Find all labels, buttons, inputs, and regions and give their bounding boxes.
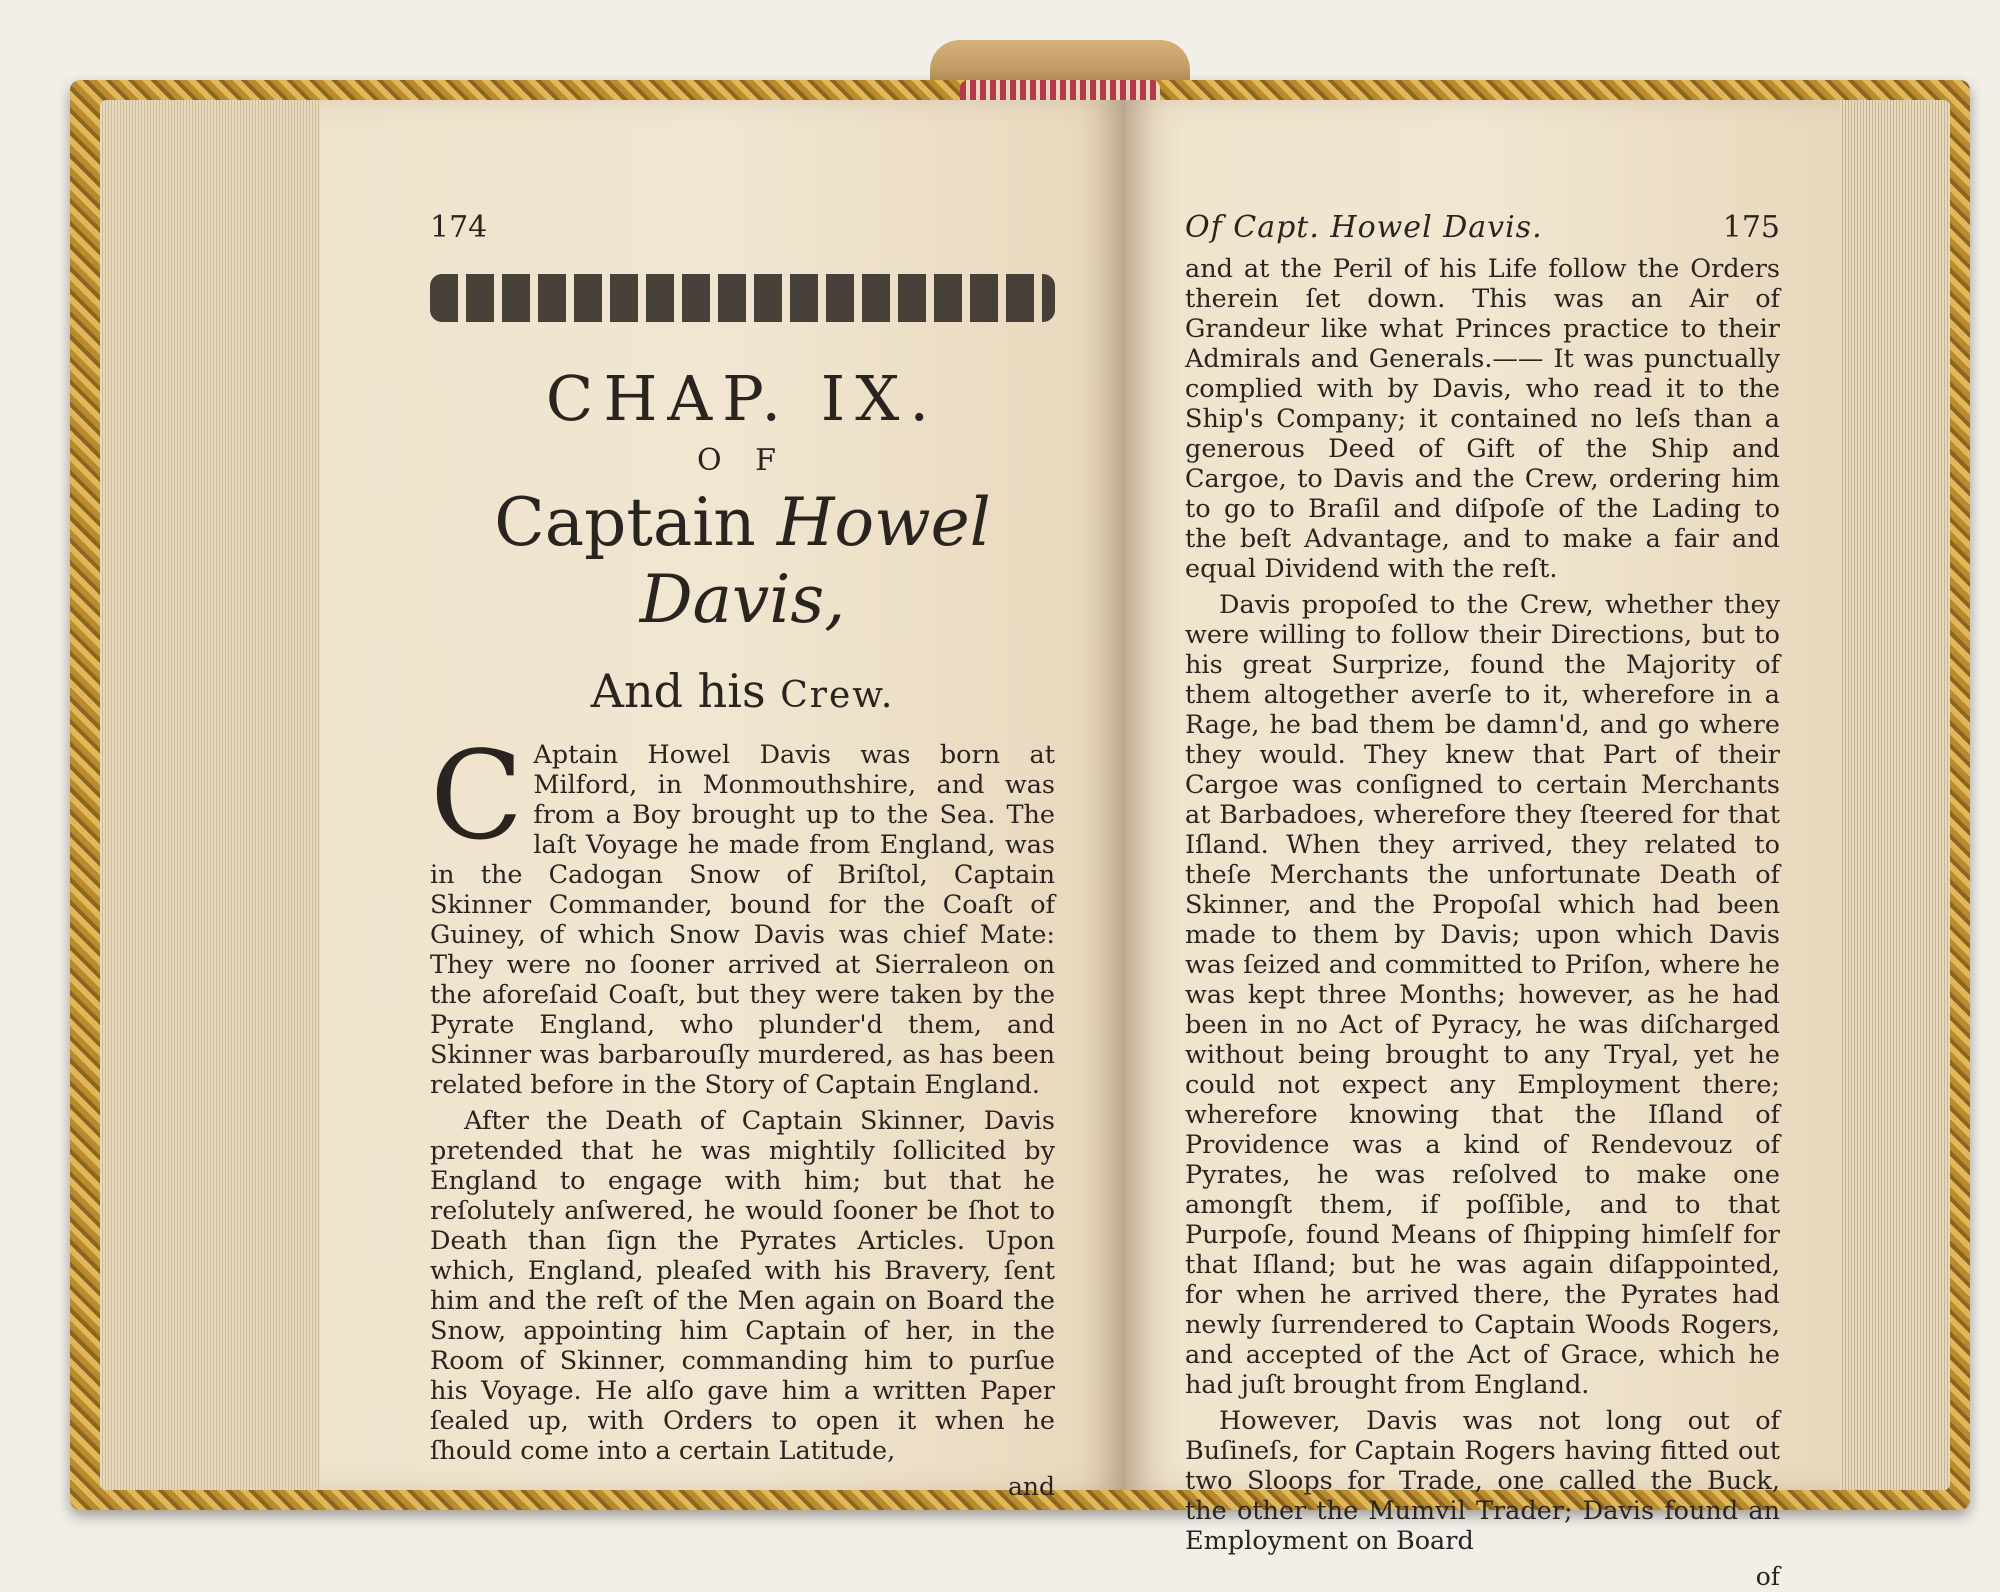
right-paragraph-3: However, Davis was not long out of Buſineſs, for Captain Rogers having fitted out two Sloops for Trade, one called the Buck, the other the Mumvil Trader; Davis found an Employment on Board (1185, 1406, 1780, 1556)
left-paragraph-1 (430, 725, 1055, 1100)
subtitle-heading (430, 664, 1055, 718)
title-prefix: Captain (494, 484, 756, 561)
right-running-head (1185, 210, 1780, 250)
right-paragraph-1: and at the Peril of his Life follow the Orders therein ſet down. This was an Air of Grandeur like what Princes practice to their Admirals and Generals.—— It was punctually complied with by Davis, who read it to the Ship's Company; it contained no leſs than a generous Deed of Gift of the Ship and Cargoe, to Davis and the Crew, ordering him to go to Braſil and diſpoſe of the Lading to the beſt Advantage, and to make a fair and equal Dividend with the reſt. (1185, 254, 1780, 584)
left-catchword: and (1007, 1472, 1055, 1501)
running-title: Of Capt. Howel Davis. (1185, 210, 1543, 245)
left-running-head (430, 210, 1085, 250)
of-line: O F (697, 443, 788, 478)
right-catchword: of (1755, 1562, 1780, 1591)
left-paragraph-1-text: Aptain Howel Davis was born at Milford, in Monmouthshire, and was from a Boy brought up to the Sea. The laſt Voyage he made from England, was in the Cadogan Snow of Briſtol, Captain Skinner Commander, bound for the Coaſt of Guiney, of which Snow Davis was chief Mate: They were no ſooner arrived at Sierraleon on the aforeſaid Coaſt, but they were taken by the Pyrate England, who plunder'd them, and Skinner was barbarouſly murdered, as has been related before in the Story of Captain England. (430, 740, 1055, 1100)
ornament-band (430, 274, 1055, 322)
open-book (70, 40, 1970, 1591)
left-body-text (430, 725, 1055, 1502)
right-page-number: 175 (1722, 210, 1780, 245)
right-body-text (1185, 254, 1780, 1592)
right-paragraph-2: Davis propoſed to the Crew, whether they were willing to follow their Directions, but to his great Surprize, found the Majority of them altogether averſe to it, wherefore in a Rage, he bad them be damn'd, and go where they would. They knew that Part of their Cargoe was conſigned to certain Merchants at Barbadoes, wherefore they ſteered for that Iſland. When they arrived, they related to theſe Merchants the unfortunate Death of Skinner, and the Propoſal which had been made to them by Davis; upon which Davis was ſeized and committed to Priſon, where he was kept three Months; however, as he had been in no Act of Pyracy, he was diſcharged without being brought to any Tryal, yet he could not expect any Employment there; wherefore knowing that the Iſland of Providence was a kind of Rendevouz of Pyrates, he was reſolved to make one amongſt them, if poſſible, and to that Purpoſe, found Means of ſhipping himſelf for that Iſland; but he was again diſappointed, for when he arrived there, the Pyrates had newly ſurrendered to Captain Woods Rogers, and accepted of the Act of Grace, which he had juſt brought from England. (1185, 590, 1780, 1400)
title-name: Howel Davis, (639, 484, 991, 638)
subtitle-crew: Crew. (780, 675, 895, 716)
page-edges-right (1840, 100, 1950, 1490)
drop-cap: C (430, 725, 524, 867)
chapter-heading: CHAP. IX. (545, 362, 940, 435)
title-heading (430, 484, 1055, 638)
page-edges-left (100, 100, 330, 1490)
left-paragraph-2: After the Death of Captain Skinner, Davis pretended that he was mightily ſollicited by England to engage with him; but that he reſolutely anſwered, he would ſooner be ſhot to Death than ſign the Pyrates Articles. Upon which, England, pleaſed with his Bravery, ſent him and the reſt of the Men again on Board the Snow, appointing him Captain of her, in the Room of Skinner, commanding him to purſue his Voyage. He alſo gave him a written Paper ſealed up, with Orders to open it when he ſhould come into a certain Latitude, (430, 1106, 1055, 1466)
subtitle-prefix: And his (590, 664, 766, 718)
left-page[interactable] (320, 100, 1125, 1501)
left-page-number: 174 (430, 210, 488, 245)
right-page[interactable] (1125, 100, 1840, 1591)
